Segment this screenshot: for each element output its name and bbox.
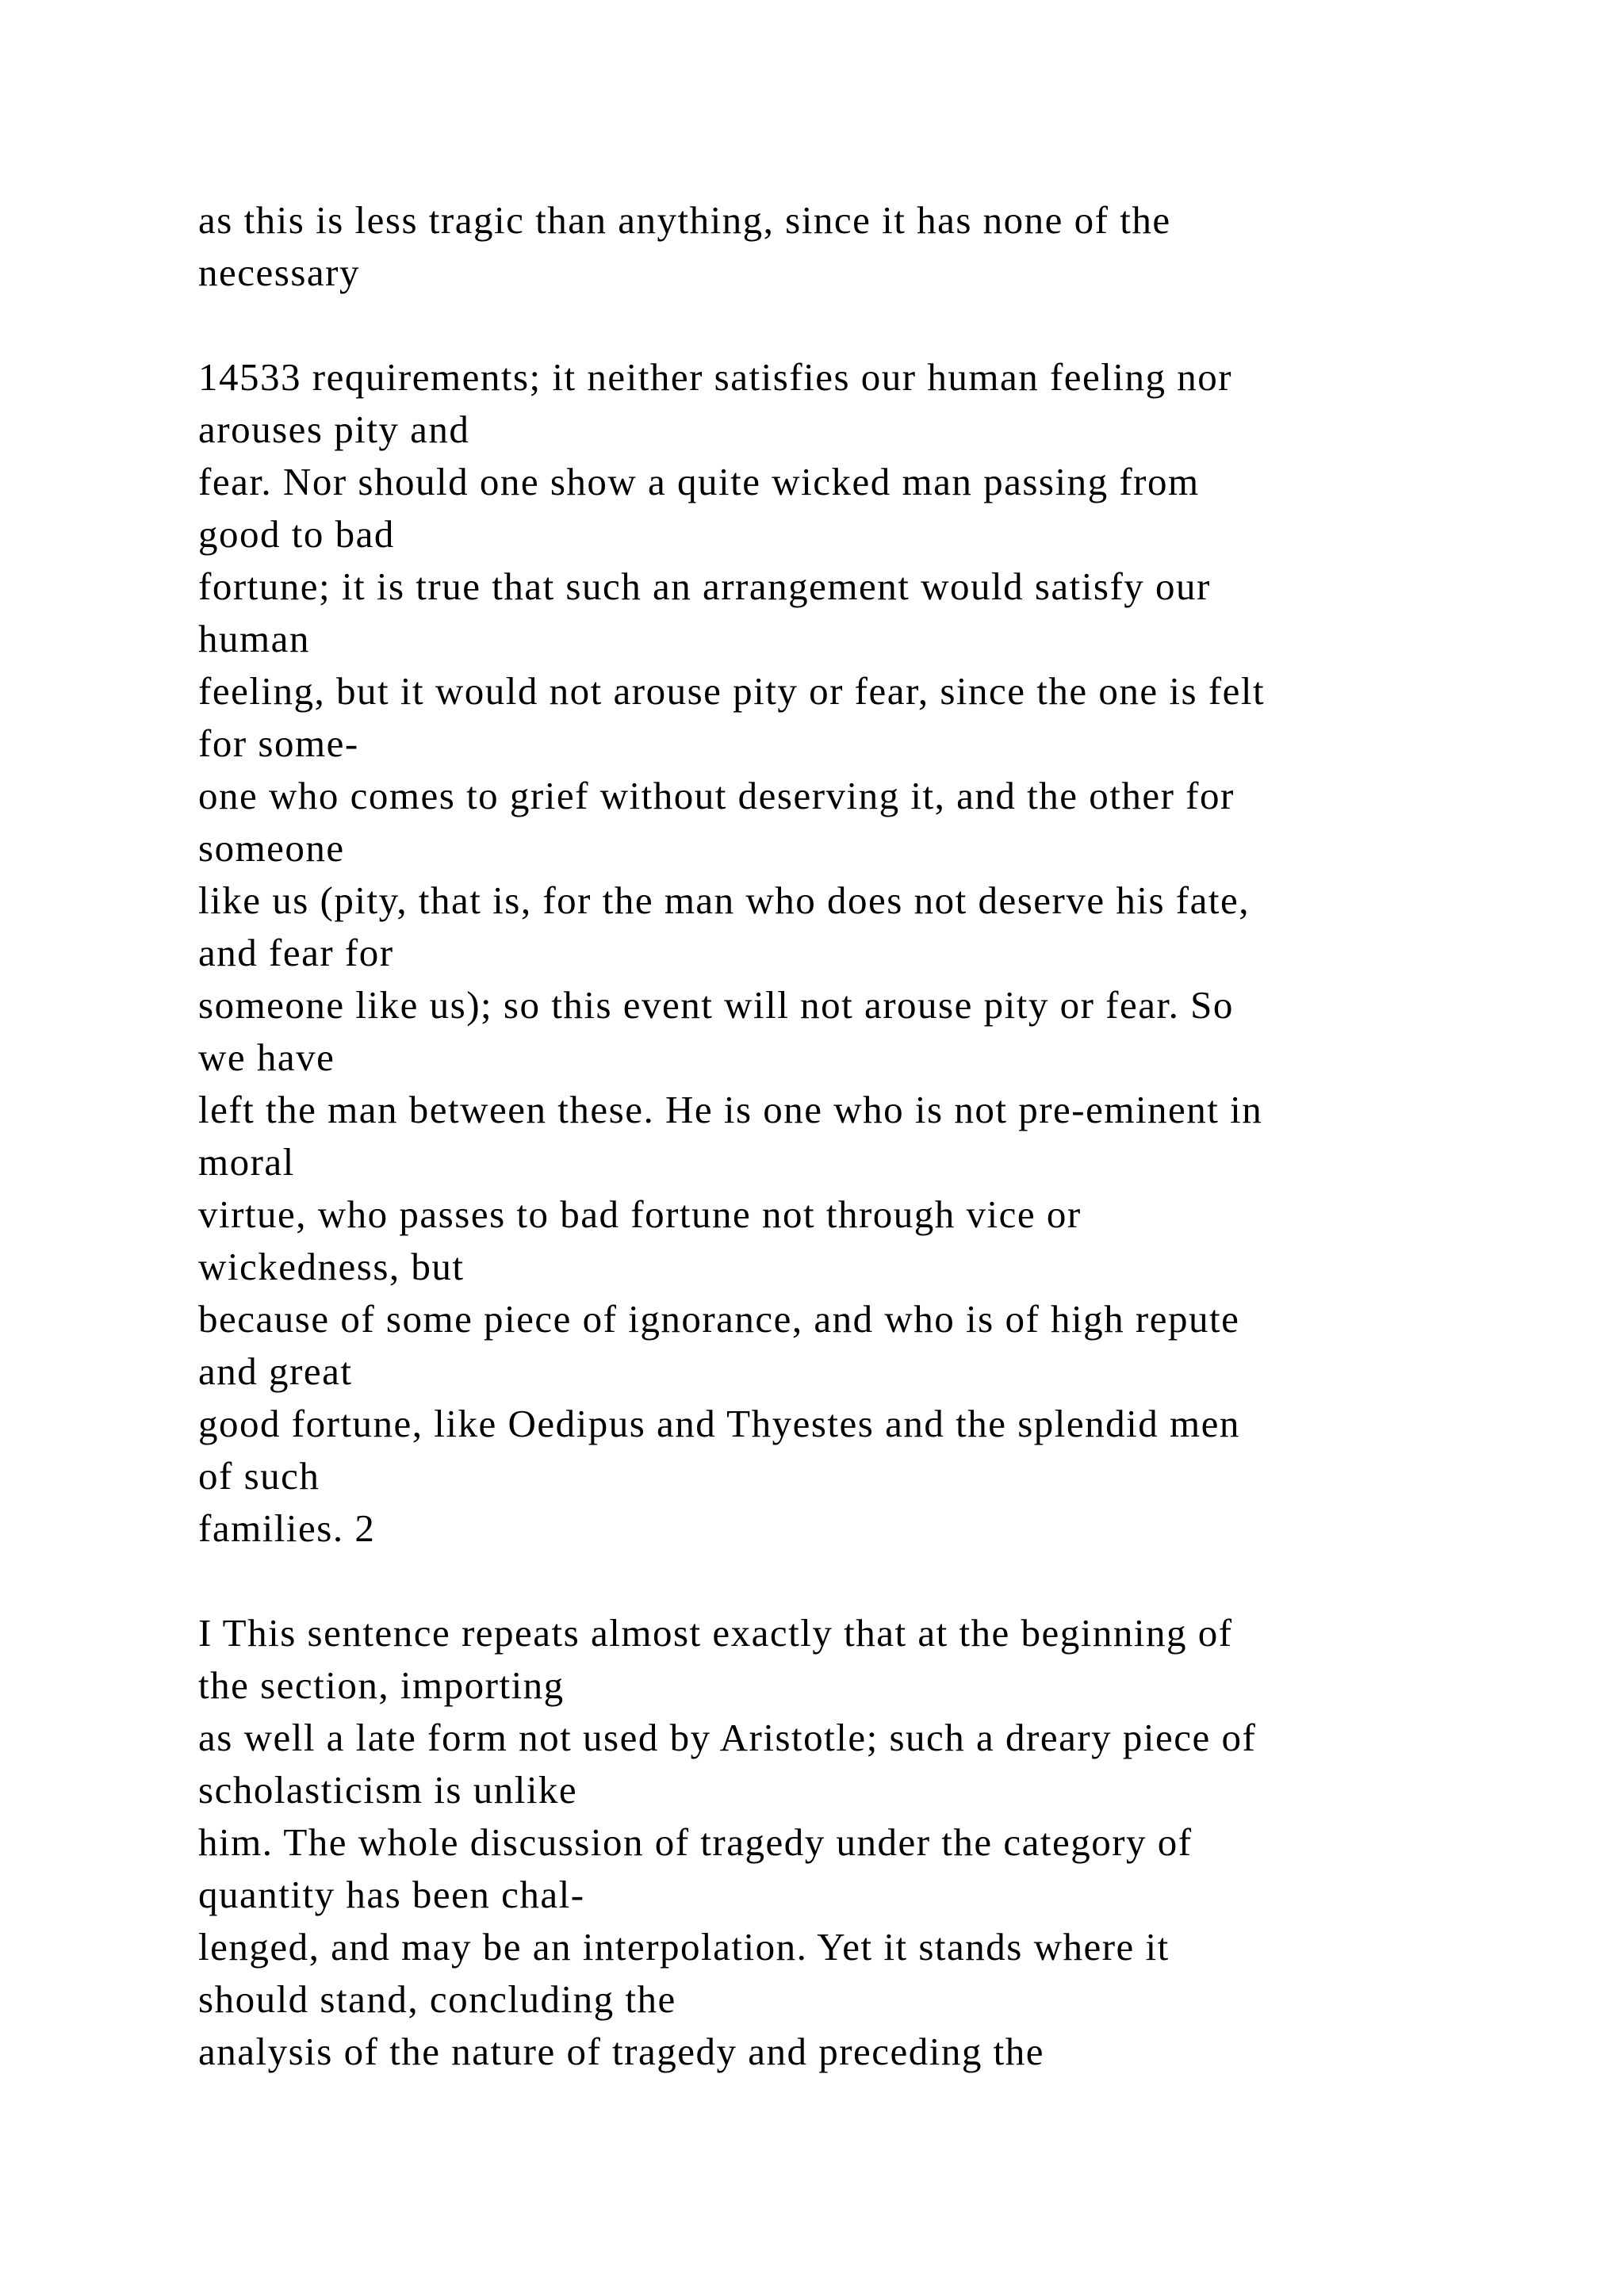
text-line: fear. Nor should one show a quite wicked man passing from — [198, 460, 1200, 503]
text-line: one who comes to grief without deserving it, and the other for — [198, 774, 1235, 817]
footnote-line: I This sentence repeats almost exactly that at the beginning of — [198, 1611, 1233, 1655]
text-line: left the man between these. He is one who is not pre-eminent in — [198, 1088, 1263, 1131]
footnote-line: the section, importing — [198, 1663, 565, 1707]
text-line: for some- — [198, 721, 359, 765]
text-line: good fortune, like Oedipus and Thyestes and the splendid men — [198, 1402, 1240, 1445]
text-line: of such — [198, 1454, 320, 1498]
text-line: as this is less tragic than anything, since it has none of the — [198, 198, 1171, 242]
paragraph-break — [198, 1555, 1546, 1607]
text-line: human — [198, 617, 310, 660]
text-line: virtue, who passes to bad fortune not through vice or — [198, 1192, 1082, 1236]
text-line: and great — [198, 1349, 353, 1393]
footnote-line: as well a late form not used by Aristotle; such a dreary piece of — [198, 1716, 1257, 1759]
text-line: arouses pity and — [198, 408, 470, 451]
footnote-line: should stand, concluding the — [198, 1977, 676, 2021]
text-line: moral — [198, 1140, 295, 1184]
text-line: someone like us); so this event will not arouse pity or fear. So — [198, 983, 1234, 1027]
body-text — [198, 194, 1546, 2078]
text-line: and fear for — [198, 931, 394, 974]
footnote-line: analysis of the nature of tragedy and preceding the — [198, 2030, 1045, 2073]
text-line: like us (pity, that is, for the man who does not deserve his fate, — [198, 878, 1250, 922]
footnote-line: quantity has been chal- — [198, 1873, 585, 1916]
text-line: someone — [198, 826, 345, 870]
text-line: fortune; it is true that such an arrangement would satisfy our — [198, 564, 1211, 608]
text-line: wickedness, but — [198, 1245, 465, 1288]
paragraph-break — [198, 299, 1546, 351]
footnote-line: him. The whole discussion of tragedy under the category of — [198, 1820, 1193, 1864]
text-line: 14533 requirements; it neither satisfies our human feeling nor — [198, 355, 1233, 399]
footnote-line: lenged, and may be an interpolation. Yet it stands where it — [198, 1925, 1170, 1969]
text-line: we have — [198, 1035, 335, 1079]
text-line: feeling, but it would not arouse pity or fear, since the one is felt — [198, 669, 1266, 713]
text-line: families. 2 — [198, 1506, 376, 1550]
text-line: good to bad — [198, 512, 395, 556]
text-line: necessary — [198, 251, 360, 294]
text-line: because of some piece of ignorance, and who is of high repute — [198, 1297, 1240, 1341]
footnote-line: scholasticism is unlike — [198, 1768, 578, 1812]
